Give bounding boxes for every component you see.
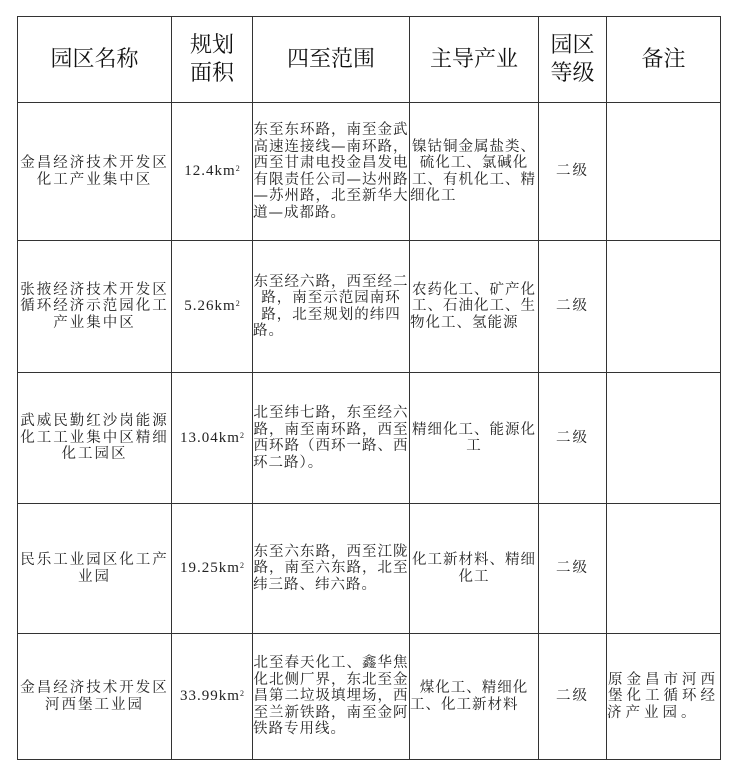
cell-park-level: 二级 — [539, 504, 607, 634]
table-row — [18, 634, 721, 760]
header-park-name: 园区名称 — [18, 17, 172, 103]
cell-park-level: 二级 — [539, 373, 607, 504]
cell-park-name: 民乐工业园区化工产业园 — [18, 504, 172, 634]
cell-planned-area — [172, 373, 253, 504]
cell-boundary-scope: 东至六东路，西至江陇路，南至六东路，北至纬三路、纬六路。 — [253, 504, 410, 634]
cell-planned-area — [172, 504, 253, 634]
cell-remarks — [607, 241, 721, 373]
header-planned-area-line1: 规划 — [189, 32, 234, 58]
area-unit-superscript: 2 — [235, 299, 240, 309]
header-planned-area — [172, 17, 253, 103]
header-park-level — [539, 17, 607, 103]
area-value: 19.25km — [180, 560, 240, 577]
header-park-level-line2: 等级 — [550, 60, 595, 86]
cell-park-name: 金昌经济技术开发区化工产业集中区 — [18, 103, 172, 241]
cell-remarks: 原金昌市河西堡化工循环经济产业园。 — [607, 634, 721, 760]
cell-park-name: 张掖经济技术开发区循环经济示范园化工产业集中区 — [18, 241, 172, 373]
chemical-park-table — [17, 16, 721, 760]
table-row — [18, 103, 721, 241]
area-unit-superscript: 2 — [239, 561, 244, 571]
area-value: 33.99km — [180, 688, 240, 705]
table-row — [18, 241, 721, 373]
header-boundary-scope: 四至范围 — [253, 17, 410, 103]
cell-planned-area — [172, 634, 253, 760]
cell-remarks — [607, 504, 721, 634]
cell-leading-industry: 精细化工、能源化工 — [410, 373, 539, 504]
area-unit-superscript: 2 — [239, 689, 244, 699]
area-value: 12.4km — [184, 163, 236, 180]
cell-park-name: 金昌经济技术开发区河西堡工业园 — [18, 634, 172, 760]
cell-remarks — [607, 373, 721, 504]
cell-boundary-scope: 北至纬七路，东至经六路，南至南环路，西至西环路（西环一路、西环二路）。 — [253, 373, 410, 504]
cell-boundary-scope: 东至东环路，南至金武高速连接线—南环路，西至甘肃电投金昌发电有限责任公司—达州路—苏州路，北至新华大道—成都路。 — [253, 103, 410, 241]
cell-park-name: 武威民勤红沙岗能源化工工业集中区精细化工园区 — [18, 373, 172, 504]
header-leading-industry: 主导产业 — [410, 17, 539, 103]
area-value: 13.04km — [180, 429, 240, 446]
header-remarks: 备注 — [607, 17, 721, 103]
cell-leading-industry: 镍钴铜金属盐类、硫化工、氯碱化工、有机化工、精细化工 — [410, 103, 539, 241]
cell-planned-area — [172, 241, 253, 373]
cell-park-level: 二级 — [539, 241, 607, 373]
cell-leading-industry: 煤化工、精细化工、化工新材料 — [410, 634, 539, 760]
cell-park-level: 二级 — [539, 103, 607, 241]
cell-boundary-scope: 东至经六路，西至经二路，南至示范园南环路，北至规划的纬四路。 — [253, 241, 410, 373]
area-unit-superscript: 2 — [235, 164, 240, 174]
area-value: 5.26km — [184, 298, 236, 315]
cell-leading-industry: 农药化工、矿产化工、石油化工、生物化工、氢能源 — [410, 241, 539, 373]
table-row — [18, 373, 721, 504]
cell-leading-industry: 化工新材料、精细化工 — [410, 504, 539, 634]
header-row — [18, 17, 721, 103]
area-unit-superscript: 2 — [239, 430, 244, 440]
table-row — [18, 504, 721, 634]
cell-remarks — [607, 103, 721, 241]
header-park-level-line1: 园区 — [550, 32, 595, 58]
cell-park-level: 二级 — [539, 634, 607, 760]
header-planned-area-line2: 面积 — [189, 60, 234, 86]
cell-boundary-scope: 北至春天化工、鑫华焦化北侧厂界，东北至金昌第二垃圾填埋场，西至兰新铁路，南至金阿铁路专用线。 — [253, 634, 410, 760]
cell-planned-area — [172, 103, 253, 241]
